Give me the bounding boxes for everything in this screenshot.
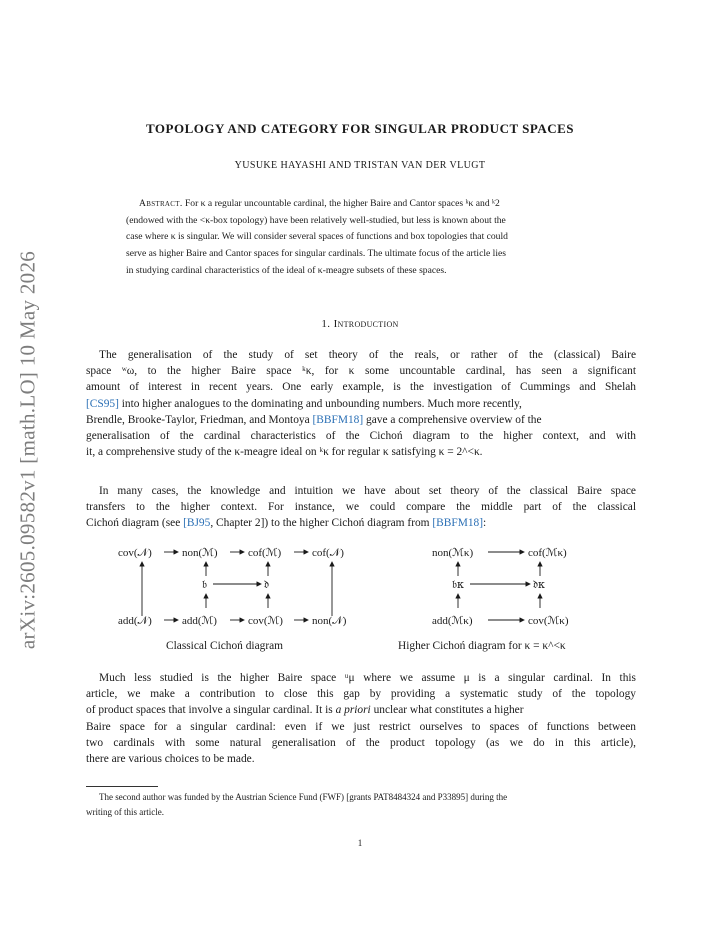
section-heading	[0, 318, 720, 330]
text-line: there are various choices to be made.	[86, 753, 255, 766]
citation-link-bbfm18[interactable]: [BBFM18]	[312, 413, 364, 426]
classical-cichon-diagram	[118, 540, 358, 652]
text-line: amount of interest in recent years. One early example, is the investigation of Cummings and Shelah	[86, 381, 636, 394]
text-line: generalisation of the cardinal characteristics of the Cichoń diagram to the higher context, and with	[86, 430, 636, 443]
section-title: Introduction	[333, 318, 399, 330]
text-line: In many cases, the knowledge and intuition we have about set theory of the classical Baire space	[99, 485, 636, 497]
higher-diagram-caption: Higher Cichoń diagram for κ = κ^<κ	[398, 640, 566, 652]
diagram-node-cof-n: cof(𝒩)	[312, 547, 344, 559]
diagram-node-d-kappa: 𝔡κ	[533, 578, 545, 591]
funding-footnote	[86, 790, 636, 819]
text-segment: Cichoń diagram (see	[86, 517, 184, 530]
diagram-node-cof-m-kappa: cof(ℳκ)	[528, 547, 567, 559]
text-segment: into higher analogues to the dominating and unbounding numbers. Much more recently,	[118, 397, 522, 410]
abstract-line: case where κ is singular. We will consider several spaces of functions and box topologies that could	[126, 231, 508, 243]
text-segment: of product spaces that involve a singular cardinal. It is	[86, 704, 336, 717]
text-line: Baire space for a singular cardinal: even if we just restrict ourselves to spaces of functions between	[86, 720, 636, 733]
abstract-line	[126, 196, 594, 213]
diagram-node-add-m: add(ℳ)	[182, 615, 217, 627]
text-line: Much less studied is the higher Baire space ᵘμ where we assume μ is a singular cardinal. In this	[99, 672, 636, 684]
text-line	[86, 702, 636, 718]
introduction-paragraph-2	[86, 483, 636, 532]
diagram-node-cof-m: cof(ℳ)	[248, 547, 282, 559]
abstract-line: serve as higher Baire and Cantor spaces for singular cardinals. The ultimate focus of the article lies	[126, 248, 506, 260]
section-number: 1.	[321, 318, 331, 330]
text-line: The generalisation of the study of set theory of the reals, or rather of the (classical) Baire	[99, 349, 636, 361]
text-line: two cardinals with some natural generalisation of the product topology (as we do in this article),	[86, 736, 636, 749]
diagram-node-cov-m: cov(ℳ)	[248, 615, 283, 627]
footnote-rule	[86, 786, 158, 787]
text-segment: unclear what constitutes a higher	[370, 704, 524, 717]
arxiv-identifier-text: arXiv:2605.09582v1 [math.LO] 10 May 2026	[15, 250, 40, 650]
higher-cichon-diagram	[432, 540, 572, 652]
abstract-label: Abstract.	[139, 198, 183, 209]
text-line: it, a comprehensive study of the κ-meagre ideal on ᵏκ for regular κ satisfying κ = 2^<κ.	[86, 446, 483, 459]
text-segment: , Chapter 2]) to the higher Cichoń diagram from	[210, 517, 433, 530]
introduction-paragraph-1	[86, 347, 636, 460]
diagram-node-b: 𝔟	[202, 578, 208, 591]
introduction-paragraph-3	[86, 670, 636, 767]
footnote-line: The second author was funded by the Austrian Science Fund (FWF) [grants PAT8484324 and P33895] during the	[99, 792, 508, 802]
text-line	[86, 515, 636, 531]
diagram-node-non-m: non(ℳ)	[182, 547, 218, 559]
classical-diagram-caption: Classical Cichoń diagram	[166, 640, 284, 652]
arxiv-identifier-stamp[interactable]	[8, 240, 48, 660]
page-number: 1	[357, 838, 363, 848]
abstract-line: (endowed with the <κ-box topology) have been relatively well-studied, but less is known about the	[126, 214, 506, 226]
text-segment: gave a comprehensive overview of the	[363, 413, 542, 426]
diagram-node-add-m-kappa: add(ℳκ)	[432, 615, 473, 627]
diagram-node-b-kappa: 𝔟κ	[452, 578, 464, 591]
higher-diagram-svg	[432, 540, 572, 640]
abstract	[126, 196, 594, 280]
text-segment: :	[483, 517, 487, 530]
text-line: transfers to the higher context. For instance, we could compare the middle part of the classical	[86, 501, 636, 514]
paper-authors: YUSUKE HAYASHI AND TRISTAN VAN DER VLUGT	[234, 160, 486, 171]
abstract-text: For κ a regular uncountable cardinal, the higher Baire and Cantor spaces ᵏκ and ᵏ2	[184, 198, 500, 209]
paper-title: TOPOLOGY AND CATEGORY FOR SINGULAR PRODUCT SPACES	[145, 121, 575, 136]
classical-diagram-svg	[118, 540, 358, 640]
citation-link-cs95[interactable]: [CS95]	[86, 397, 119, 410]
footnote-line: writing of this article.	[86, 806, 164, 817]
diagram-node-d: 𝔡	[264, 578, 270, 591]
diagram-node-add-n: add(𝒩)	[118, 615, 152, 627]
text-line: space ʷω, to the higher Baire space ᵏκ, for κ some uncountable cardinal, has seen a significant	[86, 365, 636, 378]
emphasis-a-priori: a priori	[335, 704, 371, 717]
citation-link-bbfm18[interactable]: [BBFM18]	[432, 517, 484, 530]
diagram-node-non-n: non(𝒩)	[312, 615, 347, 627]
citation-link-bj95[interactable]: [BJ95	[183, 517, 211, 530]
text-line	[86, 412, 636, 428]
text-segment: Brendle, Brooke-Taylor, Friedman, and Montoya	[86, 413, 313, 426]
text-line	[86, 396, 636, 412]
diagram-node-non-m-kappa: non(ℳκ)	[432, 547, 474, 559]
text-line: article, we make a contribution to close this gap by providing a systematic study of the topology	[86, 688, 636, 701]
diagram-node-cov-m-kappa: cov(ℳκ)	[528, 615, 569, 627]
abstract-line: in studying cardinal characteristics of the ideal of κ-meagre subsets of these spaces.	[126, 264, 447, 276]
diagram-node-cov-n: cov(𝒩)	[118, 547, 152, 559]
